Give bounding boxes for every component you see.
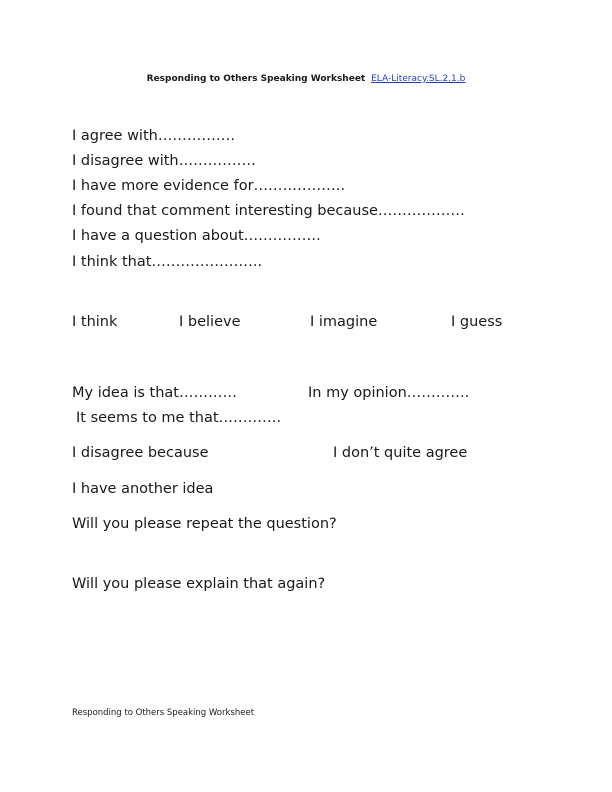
verb-imagine: I imagine — [310, 314, 378, 330]
another-idea: I have another idea — [72, 481, 214, 497]
sentence-starter-interesting: I found that comment interesting because……………… — [72, 203, 465, 219]
question-repeat: Will you please repeat the question? — [72, 516, 337, 532]
verb-believe: I believe — [179, 314, 241, 330]
verb-guess: I guess — [451, 314, 503, 330]
worksheet-header — [0, 74, 612, 84]
sentence-starter-evidence: I have more evidence for………………. — [72, 178, 346, 194]
opinion-opinion: In my opinion…………. — [308, 385, 470, 401]
sentence-starter-question: I have a question about……………. — [72, 228, 321, 244]
opinion-idea: My idea is that………… — [72, 385, 237, 401]
disagree-because: I disagree because — [72, 445, 209, 461]
sentence-starter-think: I think that………………….. — [72, 254, 263, 270]
page-footer: Responding to Others Speaking Worksheet — [72, 708, 255, 718]
disagree-not-quite: I don’t quite agree — [333, 445, 468, 461]
verb-think: I think — [72, 314, 118, 330]
question-explain: Will you please explain that again? — [72, 576, 326, 592]
opinion-seems: It seems to me that…………. — [76, 410, 282, 426]
sentence-starter-disagree: I disagree with……………. — [72, 153, 256, 169]
worksheet-title: Responding to Others Speaking Worksheet — [146, 74, 366, 84]
standard-link[interactable]: ELA-Literacy.SL.2.1.b — [371, 74, 466, 84]
sentence-starter-agree: I agree with……………. — [72, 128, 235, 144]
